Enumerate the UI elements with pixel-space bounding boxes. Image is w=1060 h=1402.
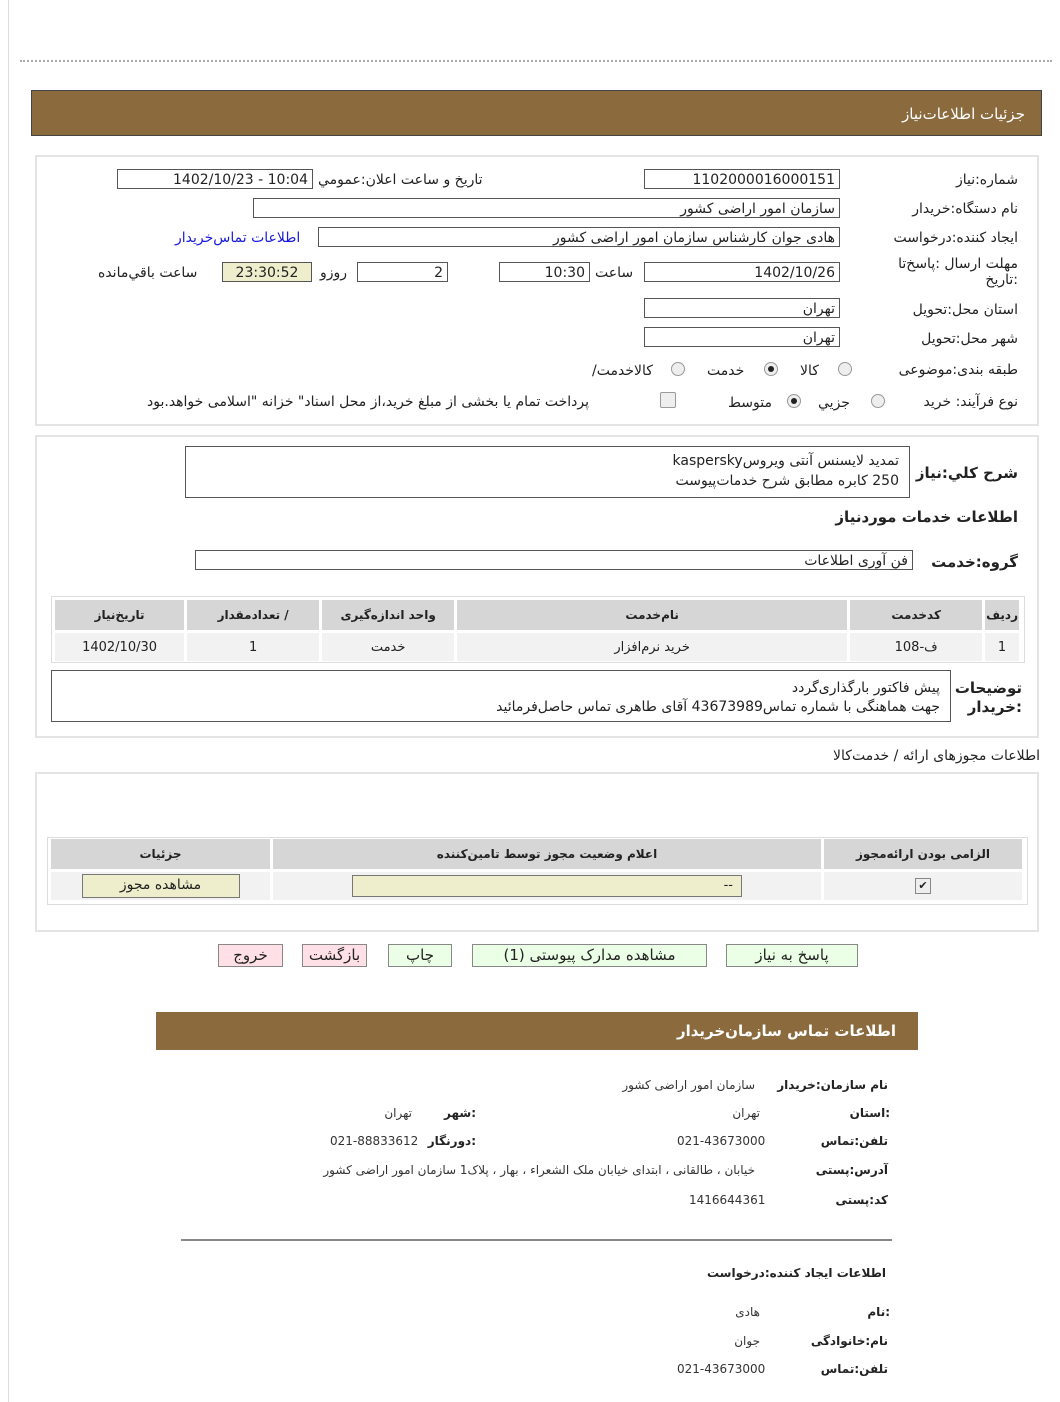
payment-note: پرداخت تمام یا بخشی از مبلغ خرید،از محل اسناد" خزانه "اسلامی خواهد.بود [147, 394, 590, 410]
left-border [8, 0, 9, 1402]
cell: 1 [985, 633, 1019, 661]
print-button[interactable]: چاپ [388, 944, 452, 967]
cell [273, 872, 821, 900]
creator-info-title: اطلاعات ایجاد کننده:درخواست [706, 1266, 886, 1280]
city-label: :شهر [444, 1106, 476, 1120]
view-permit-button[interactable]: مشاهده مجوز [82, 874, 240, 898]
col-header: واحد اندازه‌گیری [322, 600, 454, 630]
announce-label: تاریخ و ساعت اعلان:عمومي [318, 172, 483, 188]
cell [51, 872, 270, 900]
need-details-panel [35, 155, 1039, 426]
services-table [52, 597, 1022, 664]
process-radio-partial[interactable] [871, 394, 885, 408]
permit-status-field[interactable]: -- [352, 875, 742, 897]
remaining-label: ساعت باقي‌مانده [98, 265, 198, 281]
category-radio-service[interactable] [764, 362, 778, 376]
table-row [55, 633, 1019, 661]
buyer-contact-link[interactable]: اطلاعات تماس‌خریدار [175, 230, 301, 246]
divider [20, 60, 1052, 62]
category-radio-both[interactable] [671, 362, 685, 376]
summary-label: شرح کلي:نیاز [915, 464, 1018, 482]
notes-line: جهت هماهنگی با شماره تماس43673989 آقای طاهری تماس حاصل‌فرمائید [496, 699, 940, 715]
name-label: :نام [867, 1305, 890, 1319]
col-header: الزامی بودن ارائه‌مجوز [824, 839, 1022, 869]
col-header: کدخدمت [850, 600, 982, 630]
view-documents-button[interactable]: مشاهده مدارک پیوستی (1) [472, 944, 707, 967]
payment-checkbox[interactable] [660, 392, 676, 408]
category-label: طبقه بندی:موضوعی [898, 362, 1018, 378]
cell: خدمت [322, 633, 454, 661]
contact-title: اطلاعات تماس سازمان‌خریدار [676, 1022, 896, 1040]
summary-line: 250 کابره مطابق شرح خدمات‌پیوست [675, 473, 899, 489]
reply-button[interactable]: پاسخ به نیاز [726, 944, 858, 967]
divider [181, 1239, 892, 1241]
deadline-label: مهلت ارسال :پاسخ‌تا :تاریخ [898, 256, 1018, 288]
category-service-label: خدمت [707, 363, 745, 379]
creator-phone-value: 021-43673000 [677, 1362, 766, 1376]
process-label: نوع فرآیند: خرید [923, 394, 1018, 410]
category-both-label: /کالاخدمت [592, 363, 653, 379]
buyer-notes-label: توضیحات :خریدار [954, 679, 1022, 716]
address-value: خیابان ، طالقانی ، ابتدای خیابان ملک الشعراء ، بهار ، پلاک1 سازمان امور اراضی کشور [323, 1163, 755, 1177]
cell: 1402/10/30 [55, 633, 184, 661]
days-label: روزو [320, 265, 348, 281]
announce-field[interactable]: 1402/10/23 - 10:04 [117, 169, 313, 189]
cell [824, 872, 1022, 900]
cell: ف-108 [850, 633, 982, 661]
exit-button[interactable]: خروج [218, 944, 283, 967]
col-header: اعلام وضعیت مجوز توسط تامین‌کننده [273, 839, 821, 869]
summary-line: تمدید لایسنس آنتی ویروسkaspersky [672, 453, 899, 469]
province-label: استان محل:تحویل [912, 302, 1018, 318]
creator-label: ایجاد کننده:درخواست [893, 230, 1018, 246]
process-medium-label: متوسط [728, 395, 772, 411]
province-label: :استان [849, 1106, 890, 1120]
table-row [51, 872, 1022, 900]
contact-header [156, 1012, 918, 1050]
buyer-org-label: نام دستگاه:خریدار [912, 201, 1018, 217]
service-group-label: گروه:خدمت [931, 553, 1018, 571]
phone-value: 021-43673000 [677, 1134, 766, 1148]
org-value: سازمان امور اراضی کشور [622, 1078, 755, 1092]
buyer-notes-field[interactable] [51, 670, 951, 722]
province-value: تهران [732, 1106, 760, 1120]
permits-title: اطلاعات مجوزهای ارائه / خدمت‌کالا [833, 748, 1040, 764]
fax-label: :دورنگار [427, 1134, 476, 1148]
need-number-label: شماره:نیاز [955, 172, 1018, 188]
category-radio-goods[interactable] [838, 362, 852, 376]
family-value: جوان [734, 1334, 760, 1348]
city-value: تهران [384, 1106, 412, 1120]
time-label: ساعت [595, 265, 634, 281]
postal-value: 1416644361 [689, 1193, 766, 1207]
col-header: ردیف [985, 600, 1019, 630]
fax-value: 021-88833612 [330, 1134, 419, 1148]
summary-field[interactable] [185, 446, 910, 498]
process-partial-label: جزیي [818, 395, 850, 411]
service-group-field[interactable]: فن آوری اطلاعات [195, 550, 913, 570]
col-header: نام‌خدمت [457, 600, 847, 630]
back-button[interactable]: بازگشت [302, 944, 367, 967]
col-header: / تعدادمقدار [187, 600, 319, 630]
deadline-date-field[interactable]: 1402/10/26 [644, 262, 840, 282]
remaining-time: 23:30:52 [222, 262, 312, 282]
need-number-field[interactable]: 1102000016000151 [644, 169, 840, 189]
family-label: نام:خانوادگی [810, 1334, 888, 1348]
cell: 1 [187, 633, 319, 661]
org-label: نام سازمان:خریدار [777, 1078, 888, 1092]
city-label: شهر محل:تحویل [921, 331, 1018, 347]
cell: خرید نرم‌افزار [457, 633, 847, 661]
city-field[interactable]: تهران [644, 327, 840, 347]
creator-phone-label: تلفن:تماس [820, 1362, 888, 1376]
address-label: آدرس:پستی [815, 1163, 888, 1177]
page-title: جزئیات اطلاعات‌نیاز [902, 105, 1025, 123]
col-header: جزئیات [51, 839, 270, 869]
deadline-time-field[interactable]: 10:30 [499, 262, 590, 282]
col-header: تاریخ‌نیاز [55, 600, 184, 630]
notes-line: پیش فاکتور بارگذاری‌گردد [791, 680, 940, 696]
phone-label: تلفن:تماس [820, 1134, 888, 1148]
buyer-org-field[interactable]: سازمان امور اراضی کشور [253, 198, 840, 218]
required-checkbox-checked[interactable]: ✔ [915, 878, 931, 894]
postal-label: کد:پستی [835, 1193, 888, 1207]
creator-field[interactable]: هادی جوان کارشناس سازمان امور اراضی کشور [318, 227, 840, 247]
category-goods-label: کالا [800, 363, 819, 379]
page-header [31, 90, 1042, 136]
days-field[interactable]: 2 [357, 262, 448, 282]
process-radio-medium[interactable] [787, 394, 801, 408]
province-field[interactable]: تهران [644, 298, 840, 318]
permits-table [48, 836, 1025, 903]
services-title: اطلاعات خدمات موردنیاز [835, 508, 1018, 526]
name-value: هادی [735, 1305, 760, 1319]
